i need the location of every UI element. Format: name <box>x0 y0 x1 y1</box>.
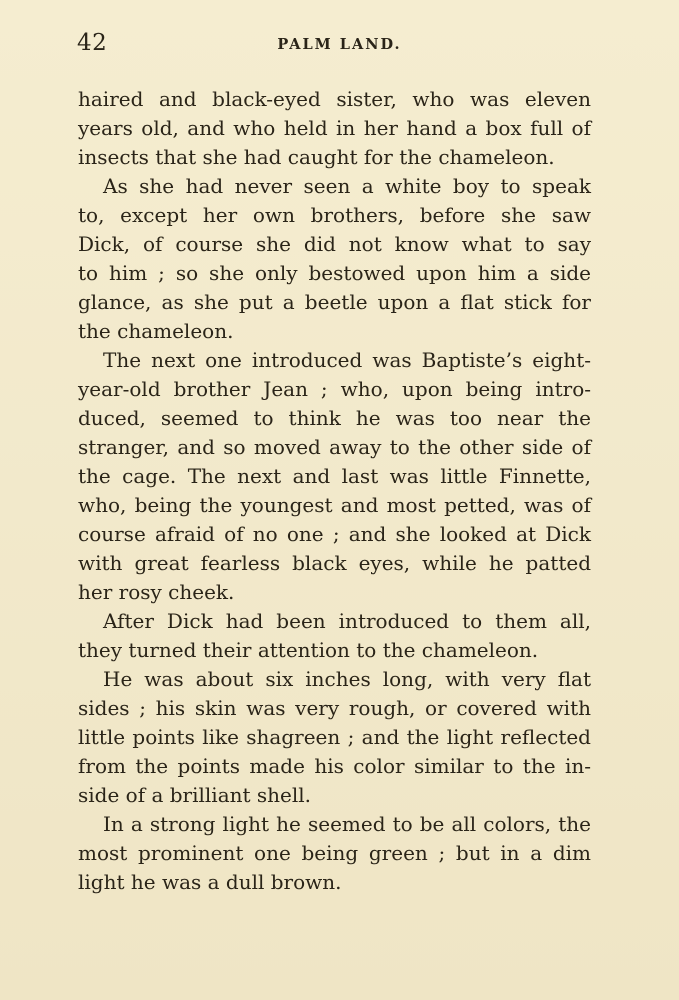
text-line: year-old brother Jean ; who, upon being intro- <box>78 377 591 401</box>
text-line: the chameleon. <box>78 319 234 343</box>
text-line: side of a brilliant shell. <box>78 783 312 807</box>
text-line: duced, seemed to think he was too near the <box>78 406 591 430</box>
text-line: insects that she had caught for the chameleon. <box>78 145 555 169</box>
text-line: The next one introduced was Baptiste’s eight- <box>103 348 591 372</box>
text-line: In a strong light he seemed to be all colors, the <box>103 812 591 836</box>
text-line: little points like shagreen ; and the light reflected <box>78 725 591 749</box>
text-line: to, except her own brothers, before she saw <box>78 203 591 227</box>
page-number: 42 <box>77 30 108 56</box>
running-title: PALM LAND. <box>277 36 402 53</box>
text-line: light he was a dull brown. <box>78 870 342 894</box>
text-line: the cage. The next and last was little Finnette, <box>78 464 591 488</box>
text-line: After Dick had been introduced to them all, <box>103 609 591 633</box>
text-line: He was about six inches long, with very flat <box>103 667 591 691</box>
text-line: sides ; his skin was very rough, or covered with <box>78 696 591 720</box>
text-line: stranger, and so moved away to the other side of <box>78 435 591 459</box>
text-line: her rosy cheek. <box>78 580 235 604</box>
text-line: years old, and who held in her hand a box full of <box>78 116 591 140</box>
text-line: who, being the youngest and most petted, was of <box>78 493 591 517</box>
text-line: from the points made his color similar to the in- <box>78 754 591 778</box>
body-text <box>78 85 591 897</box>
text-line: to him ; so she only bestowed upon him a side <box>78 261 591 285</box>
text-line: Dick, of course she did not know what to say <box>78 232 591 256</box>
text-line: course afraid of no one ; and she looked at Dick <box>78 522 591 546</box>
text-line: As she had never seen a white boy to speak <box>103 174 591 198</box>
text-line: most prominent one being green ; but in a dim <box>78 841 591 865</box>
text-line: haired and black-eyed sister, who was eleven <box>78 87 591 111</box>
text-line: glance, as she put a beetle upon a flat stick for <box>78 290 591 314</box>
text-line: they turned their attention to the chameleon. <box>78 638 539 662</box>
text-line: with great fearless black eyes, while he patted <box>78 551 591 575</box>
